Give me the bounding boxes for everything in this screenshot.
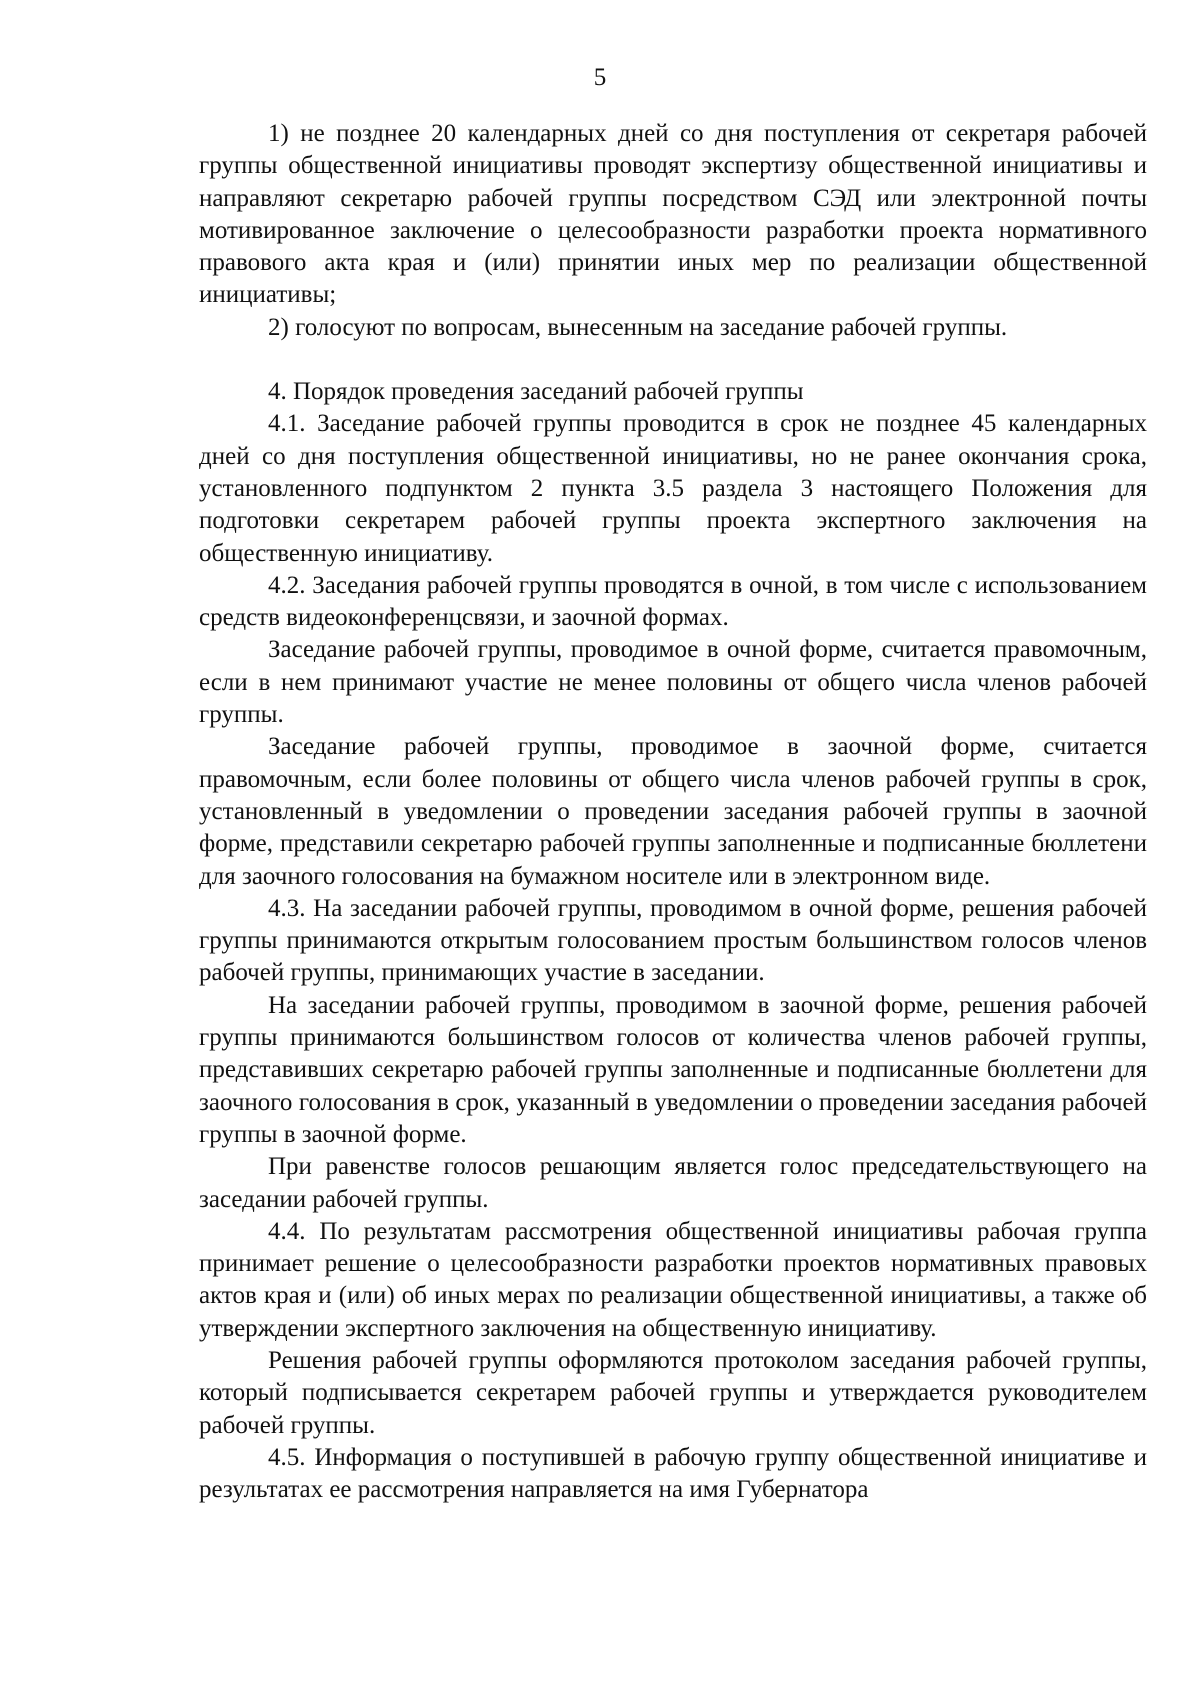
- paragraph-4-3-absentee: На заседании рабочей группы, проводимом в заочной форме, решения рабочей группы принимаются большинством голосов от количества членов рабочей группы, представивших секретарю рабочей группы заполненные и подписанные бюллетени для заочного голосования в срок, указанный в уведомлении о проведении заседания рабочей группы в заочной форме.: [199, 991, 1147, 1148]
- paragraph-subitem-2: 2) голосуют по вопросам, вынесенным на заседание рабочей группы.: [268, 313, 1008, 341]
- paragraph-4-4-protocol: Решения рабочей группы оформляются протоколом заседания рабочей группы, который подписывается секретарем рабочей группы и утверждается руководителем рабочей группы.: [199, 1346, 1147, 1439]
- paragraph-4-3-tie: При равенстве голосов решающим является голос председательствующего на заседании рабочей группы.: [199, 1153, 1147, 1213]
- paragraph-4-5: 4.5. Информация о поступившей в рабочую группу общественной инициативе и результатах ее рассмотрения направляется на имя Губернатора: [199, 1443, 1147, 1504]
- page-number: 5: [593, 64, 607, 91]
- paragraph-4-2-full-time: Заседание рабочей группы, проводимое в очной форме, считается правомочным, если в нем принимают участие не менее половины от общего числа членов рабочей группы.: [199, 636, 1147, 729]
- paragraph-subitem-1: 1) не позднее 20 календарных дней со дня поступления от секретаря рабочей группы общественной инициативы проводят экспертизу общественной инициативы и направляют секретарю рабочей группы посредством СЭД или электронной почты мотивированное заключение о целесообразности разработки проекта нормативного правового акта края и (или) принятии иных мер по реализации общественной инициативы;: [199, 120, 1147, 309]
- paragraph-4-3: 4.3. На заседании рабочей группы, проводимом в очной форме, решения рабочей группы принимаются открытым голосованием простым большинством голосов членов рабочей группы, принимающих участие в заседании.: [199, 894, 1147, 987]
- paragraph-4-2: 4.2. Заседания рабочей группы проводятся в очной, в том числе с использованием средств видеоконференцсвязи, и заочной формах.: [199, 571, 1147, 632]
- paragraph-4-4: 4.4. По результатам рассмотрения общественной инициативы рабочая группа принимает решение о целесообразности разработки проектов нормативных правовых актов края и (или) об иных мерах по реализации общественной инициативы, а также об утверждении экспертного заключения на общественную инициативу.: [199, 1217, 1147, 1342]
- paragraph-4-2-absentee: Заседание рабочей группы, проводимое в заочной форме, считается правомочным, если более половины от общего числа членов рабочей группы в срок, установленный в уведомлении о проведении заседания рабочей группы в заочной форме, представили секретарю рабочей группы заполненные и подписанные бюллетени для заочного голосования на бумажном носителе или в электронном виде.: [199, 733, 1147, 890]
- paragraph-4-1: 4.1. Заседание рабочей группы проводится в срок не позднее 45 календарных дней со дня поступления общественной инициативы, но не ранее окончания срока, установленного подпунктом 2 пункта 3.5 раздела 3 настоящего Положения для подготовки секретарем рабочей группы проекта экспертного заключения на общественную инициативу.: [199, 410, 1147, 567]
- document-body: [199, 118, 1147, 1506]
- section-heading-4: 4. Порядок проведения заседаний рабочей группы: [268, 378, 804, 406]
